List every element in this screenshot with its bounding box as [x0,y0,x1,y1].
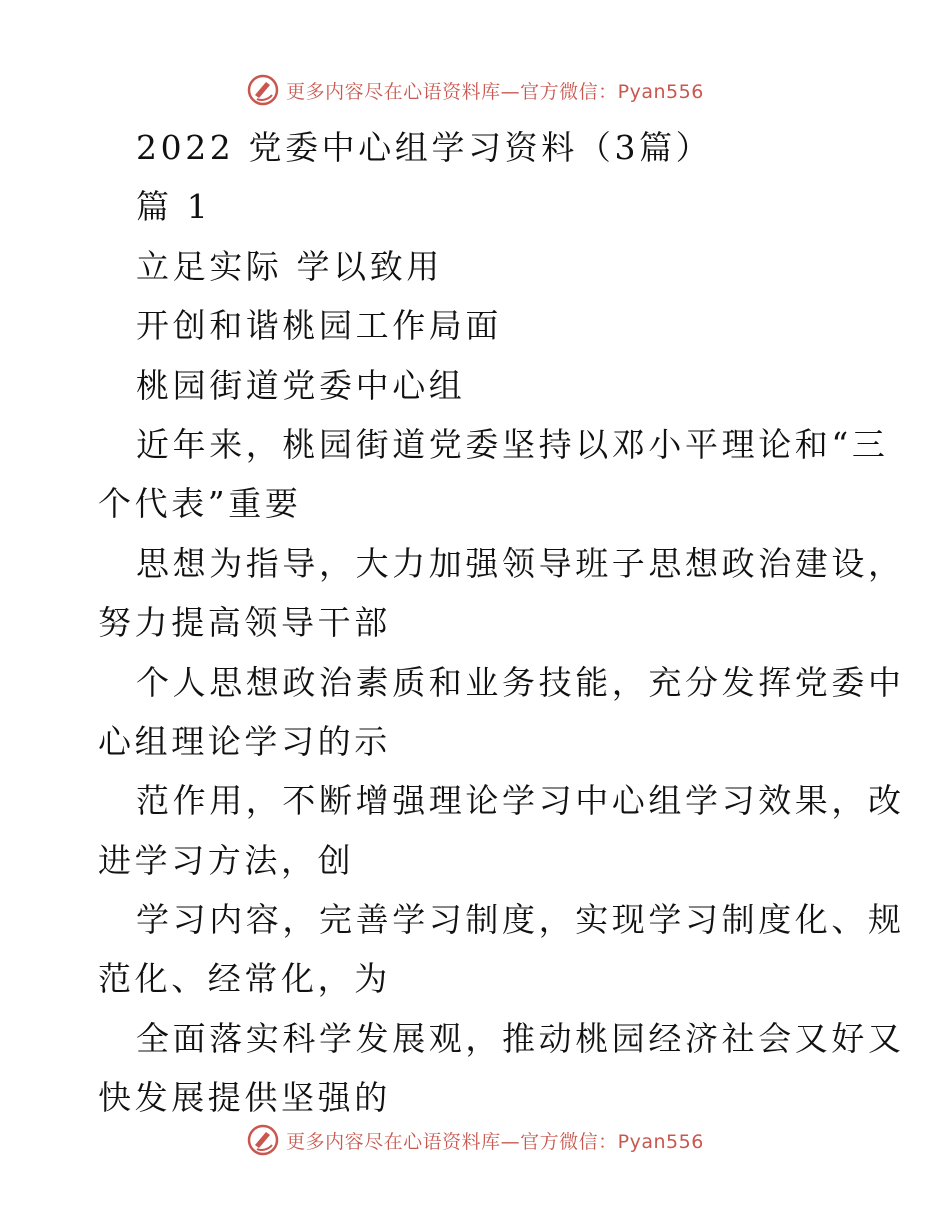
hand-with-pen-logo-icon [246,1123,280,1157]
article-title-line-2: 开创和谐桃园工作局面 [136,306,502,346]
document-title: 2022 党委中心组学习资料（3篇） [136,128,713,167]
body-text-line: 快发展提供坚强的 [98,1078,391,1118]
article-title-line-1: 立足实际 学以致用 [136,246,443,286]
body-text-line: 范作用，不断增强理论学习中心组学习效果，改 [136,781,905,821]
article-author: 桃园街道党委中心组 [136,365,466,405]
section-heading: 篇 1 [136,187,212,227]
watermark-footer [0,1120,950,1160]
body-text-line: 思想为指导，大力加强领导班子思想政治建设， [136,543,905,583]
body-text-line: 进学习方法，创 [98,840,355,880]
document-body [98,118,905,1128]
hand-with-pen-logo-icon [246,73,280,107]
watermark-text: 更多内容尽在心语资料库—官方微信：Pyan556 [286,80,704,103]
body-text-line: 近年来，桃园街道党委坚持以邓小平理论和“三 [136,424,889,464]
body-text-line: 心组理论学习的示 [98,721,391,761]
body-text-line: 范化、经常化，为 [98,959,391,999]
body-text-line: 个代表”重要 [98,484,302,524]
body-text-line: 全面落实科学发展观，推动桃园经济社会又好又 [136,1018,905,1058]
body-text-line: 努力提高领导干部 [98,603,391,643]
watermark-text: 更多内容尽在心语资料库—官方微信：Pyan556 [286,1130,704,1153]
body-text-line: 学习内容，完善学习制度，实现学习制度化、规 [136,900,905,940]
watermark-header [0,70,950,110]
body-text-line: 个人思想政治素质和业务技能，充分发挥党委中 [136,662,905,702]
